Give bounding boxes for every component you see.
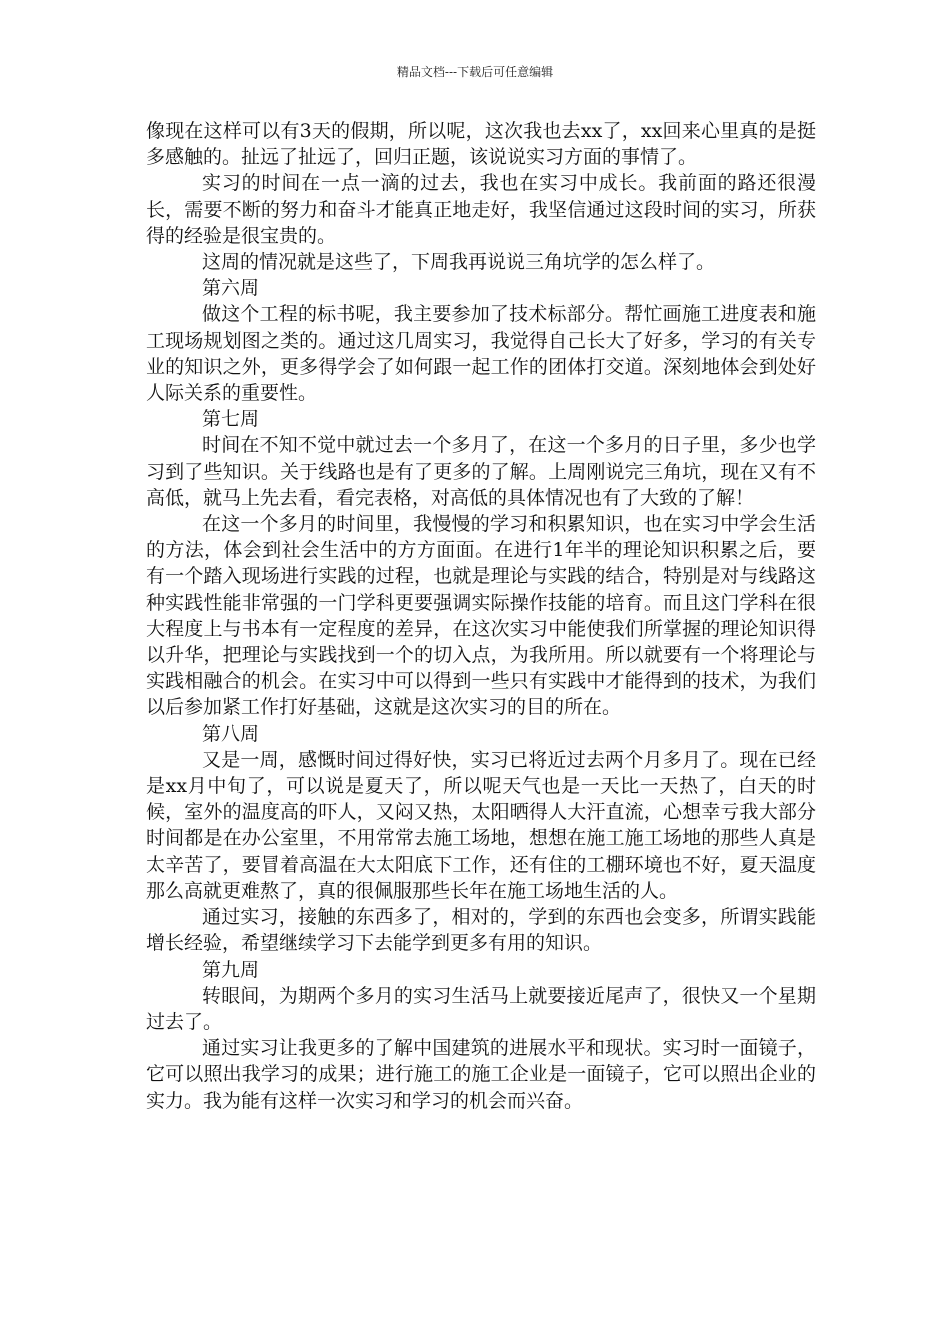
paragraph: 实习的时间在一点一滴的过去，我也在实习中成长。我前面的路还很漫长，需要不断的努力和奋斗才能真正地走好，我坚信通过这段时间的实习，所获得的经验是很宝贵的。 (146, 172, 816, 247)
paragraph: 这周的情况就是这些了，下周我再说说三角坑学的怎么样了。 (202, 251, 716, 274)
paragraph: 时间在不知不觉中就过去一个多月了，在这一个多月的日子里，多少也学习到了些知识。关于线路也是有了更多的了解。上周刚说完三角坑，现在又有不高低，就马上先去看，看完表格，对高低的具体情况也有了大致的了解！ (146, 434, 816, 509)
paragraph: 通过实习让我更多的了解中国建筑的进展水平和现状。实习时一面镜子，它可以照出我学习的成果；进行施工的施工企业是一面镜子，它可以照出企业的实力。我为能有这样一次实习和学习的机会而兴奋。 (146, 1037, 816, 1112)
paragraph: 做这个工程的标书呢，我主要参加了技术标部分。帮忙画施工进度表和施工现场规划图之类的。通过这几周实习，我觉得自己长大了好多，学习的有关专业的知识之外，更多得学会了如何跟一起工作的团体打交道。深刻地体会到处好人际关系的重要性。 (146, 303, 816, 405)
section-heading-week-9: 第九周 (202, 958, 260, 981)
paragraph: 在这一个多月的时间里，我慢慢的学习和积累知识，也在实习中学会生活的方法，体会到社会生活中的方方面面。在进行1年半的理论知识积累之后，要有一个踏入现场进行实践的过程，也就是理论与实践的结合，特别是对与线路这种实践性能非常强的一门学科更要强调实际操作技能的培育。而且这门学科在很大程度上与书本有一定程度的差异，在这次实习中能使我们所掌握的理论知识得以升华，把理论与实践找到一个的切入点，为我所用。所以就要有一个将理论与实践相融合的机会。在实习中可以得到一些只有实践中才能得到的技术，为我们以后参加紧工作打好基础，这就是这次实习的目的所在。 (146, 513, 816, 719)
section-heading-week-6: 第六周 (202, 277, 260, 300)
section-heading-week-7: 第七周 (202, 408, 260, 431)
document-body (146, 118, 816, 1114)
paragraph: 转眼间，为期两个多月的实习生活马上就要接近尾声了，很快又一个星期过去了。 (146, 984, 816, 1033)
paragraph: 像现在这样可以有3天的假期，所以呢，这次我也去xx了，xx回来心里真的是挺多感触的。扯远了扯远了，回归正题，该说说实习方面的事情了。 (146, 120, 816, 169)
section-heading-week-8: 第八周 (202, 722, 260, 745)
page-header: 精品文档---下载后可任意编辑 (396, 65, 554, 79)
paragraph: 又是一周，感慨时间过得好快，实习已将近过去两个月多月了。现在已经是xx月中旬了，可以说是夏天了，所以呢天气也是一天比一天热了，白天的时候，室外的温度高的吓人，又闷又热，太阳晒得人大汗直流，心想幸亏我大部分时间都是在办公室里，不用常常去施工场地，想想在施工施工场地的那些人真是太辛苦了，要冒着高温在大太阳底下工作，还有住的工棚环境也不好，夏天温度那么高就更难熬了，真的很佩服那些长年在施工场地生活的人。 (146, 748, 816, 902)
paragraph: 通过实习，接触的东西多了，相对的，学到的东西也会变多，所谓实践能增长经验，希望继续学习下去能学到更多有用的知识。 (146, 906, 816, 955)
